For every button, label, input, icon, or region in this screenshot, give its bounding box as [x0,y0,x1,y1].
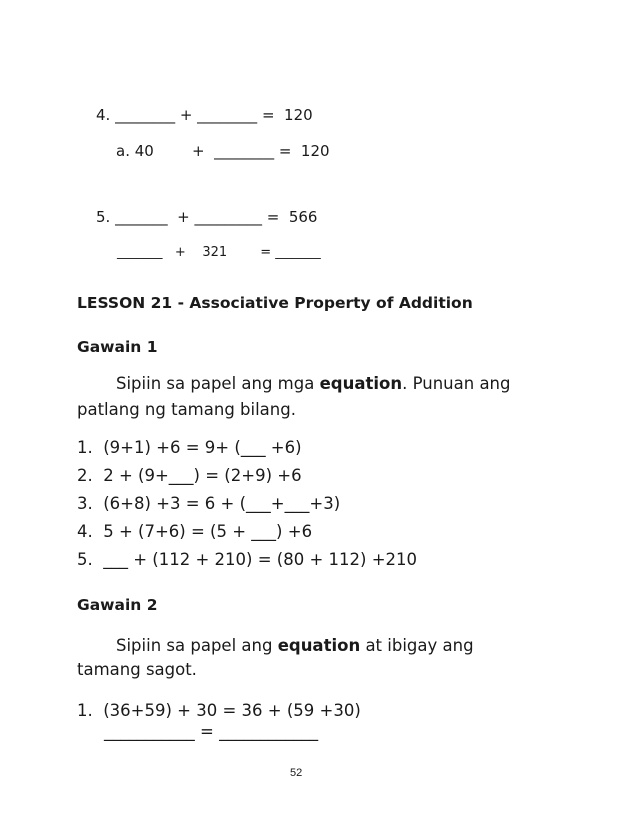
problem-4a: a. 40 + ________ = 120 [116,142,330,160]
gawain1-instruction-line2: patlang ng tamang bilang. [77,400,296,419]
equation-emphasis: equation [319,374,403,393]
gawain1-item-4: 4. 5 + (7+6) = (5 + ___) +6 [77,522,313,541]
gawain1-item-5: 5. ___ + (112 + 210) = (80 + 112) +210 [77,550,418,569]
gawain2-title: Gawain 2 [77,596,158,614]
gawain1-item-1: 1. (9+1) +6 = 9+ (___ +6) [77,438,302,457]
lesson-title: LESSON 21 - Associative Property of Addition [77,294,473,312]
gawain1-item-2: 2. 2 + (9+___) = (2+9) +6 [77,466,302,485]
page-number: 52 [290,767,303,779]
gawain1-instruction: Sipiin sa papel ang mga equation. Punuan ang [116,374,511,393]
gawain2-instruction: Sipiin sa papel ang equation at ibigay ang [116,636,474,655]
gawain1-item-3: 3. (6+8) +3 = 6 + (___+___+3) [77,494,341,513]
gawain2-instruction-line2: tamang sagot. [77,660,197,679]
problem-4: 4. ________ + ________ = 120 [96,106,313,124]
problem-5-row2: _______ + 321 = _______ [117,245,321,260]
equation-emphasis: equation [277,636,361,655]
gawain2-item-1-answer-line: ___________ = ____________ [104,722,319,741]
gawain2-item-1: 1. (36+59) + 30 = 36 + (59 +30) [77,701,361,720]
problem-5: 5. _______ + _________ = 566 [96,208,318,226]
gawain1-title: Gawain 1 [77,338,158,356]
